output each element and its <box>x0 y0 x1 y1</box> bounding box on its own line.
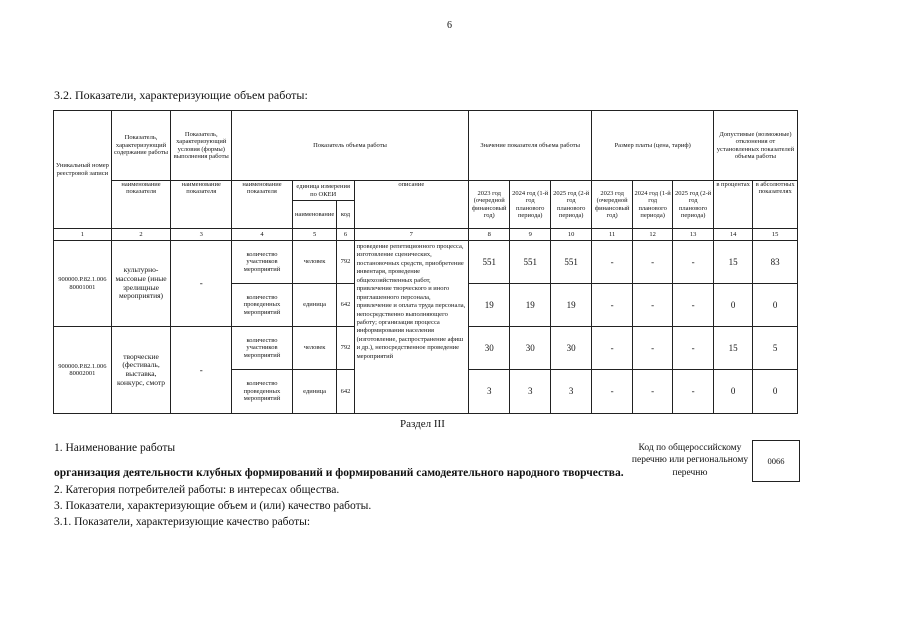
header-volume-name: наименование показателя <box>232 181 293 229</box>
col-number: 13 <box>673 229 713 241</box>
fee-2023: - <box>592 370 632 414</box>
value-2023: 19 <box>468 284 509 327</box>
header-description: описание <box>354 181 468 229</box>
work-name-value: организация деятельности клубных формирований и формирований самодеятельного народного творчества. <box>54 467 624 479</box>
volume-table <box>53 110 798 414</box>
value-2023: 30 <box>468 327 509 370</box>
deviation-percent: 15 <box>713 327 752 370</box>
fee-2024: - <box>632 284 672 327</box>
okei-code: 642 <box>337 370 354 414</box>
header-unique: Уникальный номер реестровой записи <box>54 111 112 229</box>
fee-2023: - <box>592 284 632 327</box>
code-value: 0066 <box>767 456 785 466</box>
conditions-name: - <box>171 327 232 414</box>
volume-name: количество участников мероприятий <box>232 241 293 284</box>
header-y2024: 2024 год (1-й год планового периода) <box>510 181 550 229</box>
header-volume: Показатель объема работы <box>232 111 469 181</box>
okei-code: 792 <box>337 327 354 370</box>
fee-2025: - <box>673 370 713 414</box>
page-number: 6 <box>447 20 452 31</box>
code-value-box <box>752 440 800 482</box>
col-number: 3 <box>171 229 232 241</box>
unit-name: человек <box>292 327 337 370</box>
code-label: Код по общероссийскому перечню или региональному перечню <box>631 443 749 478</box>
consumer-category: 2. Категория потребителей работы: в интересах общества. <box>54 484 340 496</box>
fee-2025: - <box>673 284 713 327</box>
header-f2024: 2024 год (1-й год планового периода) <box>632 181 672 229</box>
registry-code: 900000.Р.82.1.006 80001001 <box>54 241 112 327</box>
volume-name: количество проведенных мероприятий <box>232 370 293 414</box>
content-name: культурно-массовые (иные зрелищные мероприятия) <box>111 241 171 327</box>
col-number: 4 <box>232 229 293 241</box>
col-number: 15 <box>753 229 798 241</box>
header-unit: единица измерения по ОКЕИ <box>292 181 354 201</box>
header-f2023: 2023 год (очередной финансовый год) <box>592 181 632 229</box>
fee-2024: - <box>632 241 672 284</box>
header-content: Показатель, характеризующий содержание работы <box>111 111 171 181</box>
deviation-absolute: 5 <box>753 327 798 370</box>
fee-2024: - <box>632 370 672 414</box>
deviation-percent: 0 <box>713 284 752 327</box>
col-number: 11 <box>592 229 632 241</box>
unit-name: человек <box>292 241 337 284</box>
volume-name: количество проведенных мероприятий <box>232 284 293 327</box>
col-number: 7 <box>354 229 468 241</box>
registry-code: 900000.Р.82.1.006 80002001 <box>54 327 112 414</box>
deviation-absolute: 0 <box>753 284 798 327</box>
fee-2023: - <box>592 241 632 284</box>
indicators-heading: 3. Показатели, характеризующие объем и (или) качество работы. <box>54 500 372 512</box>
fee-2025: - <box>673 327 713 370</box>
header-fee: Размер платы (цена, тариф) <box>592 111 713 181</box>
value-2025: 3 <box>550 370 591 414</box>
fee-2025: - <box>673 241 713 284</box>
value-2024: 30 <box>510 327 550 370</box>
col-number: 10 <box>550 229 591 241</box>
fee-2023: - <box>592 327 632 370</box>
fee-2024: - <box>632 327 672 370</box>
header-unit-code: код <box>337 201 354 229</box>
col-number: 5 <box>292 229 337 241</box>
header-f2025: 2025 год (2-й год планового периода) <box>673 181 713 229</box>
section-heading: Раздел III <box>400 418 445 430</box>
conditions-name: - <box>171 241 232 327</box>
description: проведение репетиционного процесса, изготовление сценических, постановочных средств, приобретение инвентаря, проведение общехозяйственных работ, привлечение творческого и иного приглашенного персонала, привлечение и оплата труда персонала, непосредственно выполняющего работу; организация процесса информирования населения (изготовление, распространение афиш и др.), непосредственное проведение мероприятий <box>354 241 468 414</box>
col-number: 14 <box>713 229 752 241</box>
header-y2025: 2025 год (2-й год планового периода) <box>550 181 591 229</box>
col-number: 12 <box>632 229 672 241</box>
header-conditions-name: наименование показателя <box>171 181 232 229</box>
header-percent: в процентах <box>713 181 752 229</box>
section-title: 3.2. Показатели, характеризующие объем работы: <box>54 88 308 102</box>
value-2024: 19 <box>510 284 550 327</box>
deviation-percent: 0 <box>713 370 752 414</box>
col-number: 8 <box>468 229 509 241</box>
header-conditions: Показатель, характеризующий условия (формы) выполнения работы <box>171 111 232 181</box>
table-row <box>54 241 798 284</box>
deviation-percent: 15 <box>713 241 752 284</box>
value-2025: 30 <box>550 327 591 370</box>
header-content-name: наименование показателя <box>111 181 171 229</box>
header-unit-name: наименование <box>292 201 337 229</box>
col-number: 6 <box>337 229 354 241</box>
header-value: Значение показателя объема работы <box>468 111 591 181</box>
header-deviation: Допустимые (возможные) отклонения от установленных показателей объема работы <box>713 111 797 181</box>
value-2023: 551 <box>468 241 509 284</box>
okei-code: 792 <box>337 241 354 284</box>
okei-code: 642 <box>337 284 354 327</box>
work-name-label: 1. Наименование работы <box>54 442 176 454</box>
value-2023: 3 <box>468 370 509 414</box>
volume-name: количество участников мероприятий <box>232 327 293 370</box>
quality-indicators-heading: 3.1. Показатели, характеризующие качество работы: <box>54 516 311 528</box>
value-2025: 551 <box>550 241 591 284</box>
value-2024: 551 <box>510 241 550 284</box>
deviation-absolute: 0 <box>753 370 798 414</box>
col-number: 1 <box>54 229 112 241</box>
value-2024: 3 <box>510 370 550 414</box>
unit-name: единица <box>292 370 337 414</box>
header-absolute: в абсолютных показателях <box>753 181 798 229</box>
col-number: 2 <box>111 229 171 241</box>
unit-name: единица <box>292 284 337 327</box>
deviation-absolute: 83 <box>753 241 798 284</box>
content-name: творческие (фестиваль, выставка, конкурс, смотр <box>111 327 171 414</box>
value-2025: 19 <box>550 284 591 327</box>
header-y2023: 2023 год (очередной финансовый год) <box>468 181 509 229</box>
col-number: 9 <box>510 229 550 241</box>
